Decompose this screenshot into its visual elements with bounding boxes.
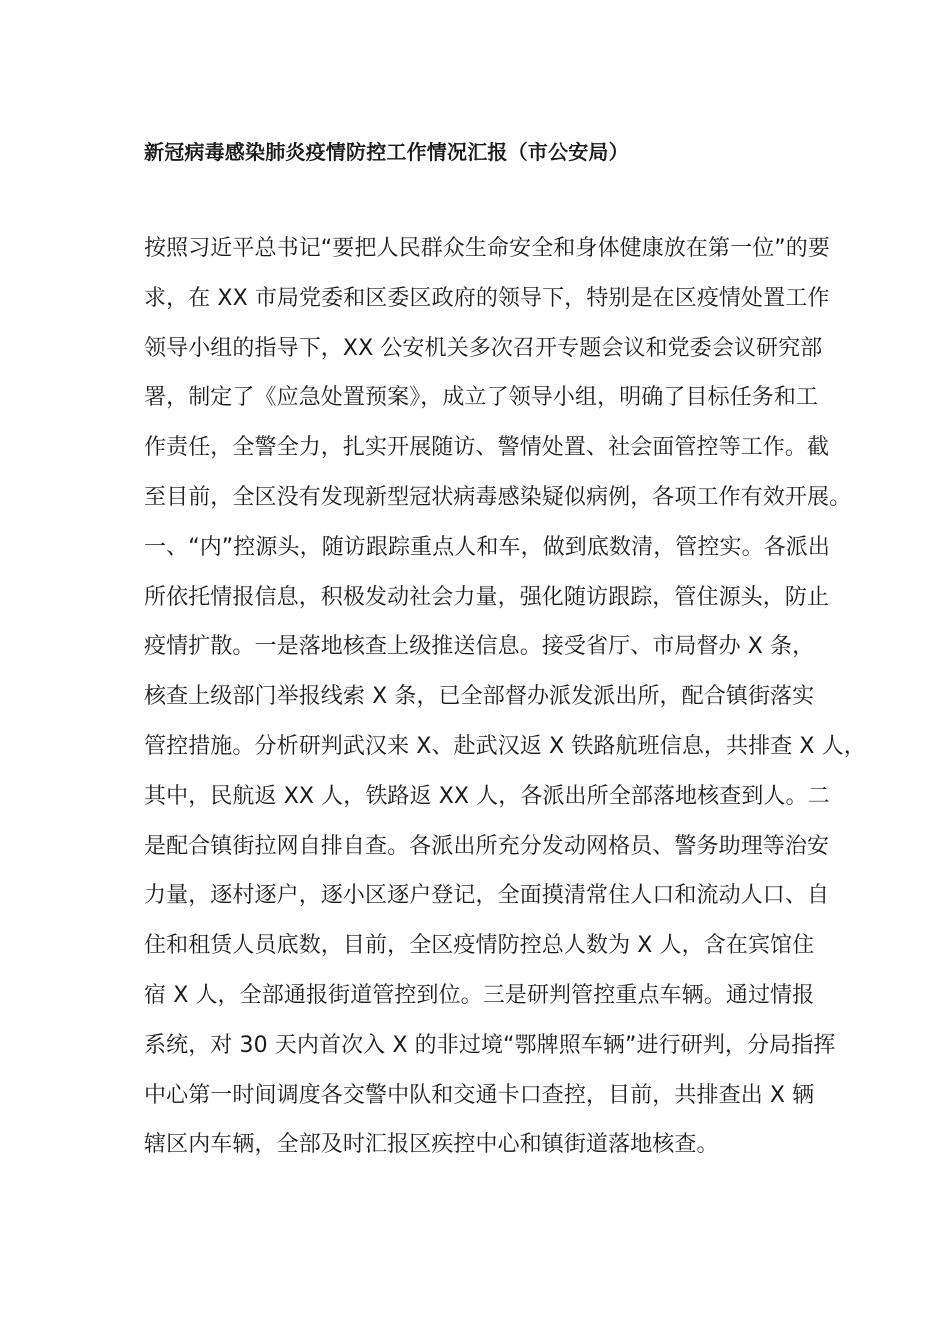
body-line-1: 按照习近平总书记“要把人民群众生命安全和身体健康放在第一位”的要 <box>144 236 830 261</box>
document-title: 新冠病毒感染肺炎疫情防控工作情况汇报（市公安局） <box>144 140 629 164</box>
body-line-3: 领导小组的指导下，XX 公安机关多次召开专题会议和党委会议研究部 <box>144 335 823 361</box>
body-line-18: 中心第一时间调度各交警中队和交通卡口查控，目前，共排查出 X 辆 <box>144 1082 815 1108</box>
body-line-12: 其中，民航返 XX 人，铁路返 XX 人，各派出所全部落地核查到人。二 <box>144 783 830 809</box>
body-line-2: 求，在 XX 市局党委和区委区政府的领导下，特别是在区疫情处置工作 <box>144 285 830 311</box>
body-line-7: 一、“内”控源头，随访跟踪重点人和车，做到底数清，管控实。各派出 <box>144 534 830 560</box>
body-line-14: 力量，逐村逐户，逐小区逐户登记，全面摸清常住人口和流动人口、自 <box>144 883 830 909</box>
body-line-10: 核查上级部门举报线索 X 条，已全部督办派发派出所，配合镇街落实 <box>144 684 815 710</box>
body-line-5: 作责任，全警全力，扎实开展随访、警情处置、社会面管控等工作。截 <box>144 435 830 461</box>
body-line-19: 辖区内车辆，全部及时汇报区疾控中心和镇街道落地核查。 <box>144 1132 719 1158</box>
body-line-11: 管控措施。分析研判武汉来 X、赴武汉返 X 铁路航班信息，共排查 X 人， <box>144 733 866 759</box>
document-body <box>144 230 866 1176</box>
body-line-6: 至目前，全区没有发现新型冠状病毒感染疑似病例，各项工作有效开展。 <box>144 484 852 510</box>
body-line-15: 住和租赁人员底数，目前，全区疫情防控总人数为 X 人，含在宾馆住 <box>144 933 815 959</box>
body-line-16: 宿 X 人，全部通报街道管控到位。三是研判管控重点车辆。通过情报 <box>144 982 815 1008</box>
body-line-8: 所依托情报信息，积极发动社会力量，强化随访跟踪，管住源头，防止 <box>144 584 830 610</box>
body-line-13: 是配合镇街拉网自排自查。各派出所充分发动网格员、警务助理等治安 <box>144 833 830 859</box>
body-line-17: 系统，对 30 天内首次入 X 的非过境“鄂牌照车辆”进行研判，分局指挥 <box>144 1032 836 1058</box>
body-line-4: 署，制定了《应急处置预案》，成立了领导小组，明确了目标任务和工 <box>144 385 819 411</box>
body-line-9: 疫情扩散。一是落地核查上级推送信息。接受省厅、市局督办 X 条， <box>144 634 815 660</box>
